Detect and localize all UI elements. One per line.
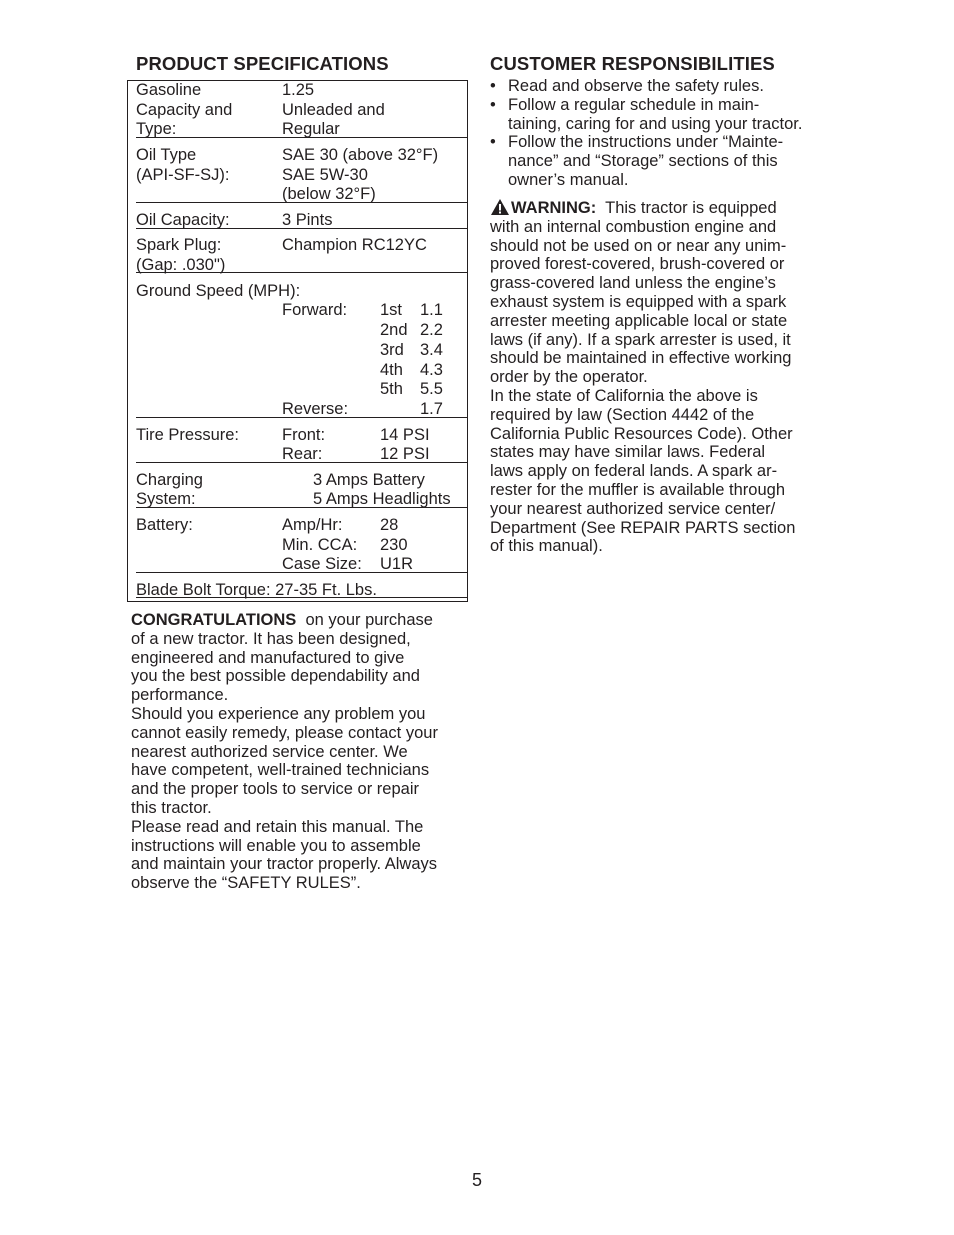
text-line: required by law (Section 4442 of the	[490, 405, 755, 424]
text-line: performance.	[131, 686, 229, 705]
text-line: nance” and “Storage” sections of this	[508, 151, 778, 170]
reverse-speed: 1.7	[420, 400, 443, 418]
text-line: Please read and retain this manual. The	[131, 817, 424, 836]
gear-1st: 1st	[380, 301, 403, 319]
speed-3rd: 3.4	[420, 341, 443, 359]
warning-label: WARNING:	[511, 199, 597, 217]
speed-4th: 4.3	[420, 361, 443, 379]
page-number: 5	[472, 1170, 483, 1190]
text-line: order by the operator.	[490, 368, 648, 387]
row-divider	[136, 272, 468, 273]
speed-1st: 1.1	[420, 301, 443, 319]
text-line: instructions will enable you to assemble	[131, 836, 421, 855]
gasoline-label-1: Gasoline	[136, 81, 202, 99]
row-divider	[136, 417, 468, 418]
text-line: In the state of California the above is	[490, 386, 758, 405]
gear-2nd: 2nd	[380, 321, 408, 339]
text-line: on your purchase	[296, 611, 433, 629]
text-line: California Public Resources Code). Other	[490, 424, 793, 443]
text-line: your nearest authorized service center/	[490, 499, 776, 518]
text-line: Follow the instructions under “Mainte-	[508, 133, 784, 151]
bullet-dot: •	[490, 77, 496, 95]
text-line: Read and observe the safety rules.	[508, 77, 764, 95]
oil-type-value-1: SAE 30 (above 32°F)	[282, 146, 439, 164]
tire-front-value: 14 PSI	[380, 426, 430, 444]
text-line: of a new tractor. It has been designed,	[131, 629, 411, 648]
oil-type-label-1: Oil Type	[136, 146, 197, 164]
spark-plug-value: Champion RC12YC	[282, 236, 427, 254]
tire-rear-label: Rear:	[282, 445, 323, 463]
battery-cca-label: Min. CCA:	[282, 536, 358, 554]
spark-plug-label-2: (Gap: .030")	[136, 256, 226, 274]
row-divider	[136, 202, 468, 203]
text-line: Department (See REPAIR PARTS section	[490, 518, 796, 537]
tire-front-label: Front:	[282, 426, 326, 444]
text-line: have competent, well-trained technicians	[131, 761, 430, 780]
gasoline-value-3: Regular	[282, 120, 340, 138]
battery-label: Battery:	[136, 516, 193, 534]
congratulations-lead: CONGRATULATIONS	[131, 611, 297, 629]
battery-amphr-label: Amp/Hr:	[282, 516, 343, 534]
charging-value-2: 5 Amps Headlights	[313, 490, 451, 508]
text-line: rester for the muffler is available through	[490, 480, 786, 499]
oil-type-value-2: SAE 5W-30	[282, 166, 368, 184]
text-line: states may have similar laws. Federal	[490, 443, 766, 462]
gasoline-label-2: Capacity and	[136, 101, 233, 119]
customer-responsibilities-heading: CUSTOMER RESPONSIBILITIES	[490, 53, 775, 74]
battery-amphr-value: 28	[380, 516, 399, 534]
text-line: cannot easily remedy, please contact your	[131, 723, 438, 742]
spark-plug-label-1: Spark Plug:	[136, 236, 222, 254]
charging-value-1: 3 Amps Battery	[313, 471, 425, 489]
text-line: of this manual).	[490, 537, 603, 556]
blade-bolt-torque: Blade Bolt Torque: 27-35 Ft. Lbs.	[136, 581, 377, 599]
gear-5th: 5th	[380, 380, 403, 398]
tire-rear-value: 12 PSI	[380, 445, 430, 463]
text-line: and maintain your tractor properly. Always	[131, 855, 437, 874]
speed-5th: 5.5	[420, 380, 443, 398]
text-line: arrester meeting applicable local or state	[490, 311, 788, 330]
text-line: should be maintained in effective working	[490, 349, 792, 368]
text-line: taining, caring for and using your tractor.	[508, 114, 803, 133]
text-line: should not be used on or near any unim-	[490, 236, 787, 255]
battery-cca-value: 230	[380, 536, 408, 554]
text-line: nearest authorized service center. We	[131, 742, 408, 761]
gasoline-value-2: Unleaded and	[282, 101, 385, 119]
congratulations-paragraph	[131, 611, 471, 893]
bullet-dot: •	[490, 96, 496, 114]
reverse-label: Reverse:	[282, 400, 349, 418]
text-line: you the best possible dependability and	[131, 667, 420, 686]
bullet-item	[490, 77, 764, 96]
ground-speed-label: Ground Speed (MPH):	[136, 282, 301, 300]
text-line: proved forest-covered, brush-covered or	[490, 255, 785, 274]
charging-label-1: Charging	[136, 471, 203, 489]
battery-case-value: U1R	[380, 555, 414, 573]
text-line: observe the “SAFETY RULES”.	[131, 874, 361, 893]
text-line: laws apply on federal lands. A spark ar-	[490, 462, 778, 481]
oil-capacity-label: Oil Capacity:	[136, 211, 230, 229]
row-divider	[136, 462, 468, 463]
text-line: Follow a regular schedule in main-	[508, 96, 760, 114]
text-line: exhaust system is equipped with a spark	[490, 292, 787, 311]
oil-type-label-2: (API-SF-SJ):	[136, 166, 230, 184]
forward-label: Forward:	[282, 301, 348, 319]
gear-3rd: 3rd	[380, 341, 404, 359]
oil-capacity-value: 3 Pints	[282, 211, 333, 229]
battery-case-label: Case Size:	[282, 555, 362, 573]
text-line: grass-covered land unless the engine’s	[490, 274, 776, 293]
row-divider	[136, 597, 468, 598]
gear-4th: 4th	[380, 361, 403, 379]
text-line: owner’s manual.	[508, 170, 629, 189]
text-line: laws (if any). If a spark arrester is used, it	[490, 330, 791, 349]
gasoline-label-3: Type:	[136, 120, 177, 138]
warning-triangle-icon	[490, 198, 510, 216]
bullet-item	[490, 96, 803, 134]
text-line: Should you experience any problem you	[131, 704, 426, 723]
bullet-dot: •	[490, 133, 496, 151]
speed-2nd: 2.2	[420, 321, 443, 339]
warning-paragraph	[490, 198, 835, 556]
text-line: engineered and manufactured to give	[131, 648, 405, 667]
row-divider	[136, 228, 468, 229]
oil-type-value-3: (below 32°F)	[282, 185, 376, 203]
text-line: and the proper tools to service or repair	[131, 780, 419, 799]
product-specifications-heading: PRODUCT SPECIFICATIONS	[136, 53, 389, 74]
row-divider	[136, 507, 468, 508]
row-divider	[136, 572, 468, 573]
tire-pressure-label: Tire Pressure:	[136, 426, 239, 444]
row-divider	[136, 137, 468, 138]
text-line: This tractor is equipped	[596, 199, 777, 217]
charging-label-2: System:	[136, 490, 196, 508]
text-line: with an internal combustion engine and	[490, 217, 777, 236]
gasoline-value-1: 1.25	[282, 81, 315, 99]
text-line: this tractor.	[131, 798, 212, 817]
bullet-item	[490, 133, 784, 189]
